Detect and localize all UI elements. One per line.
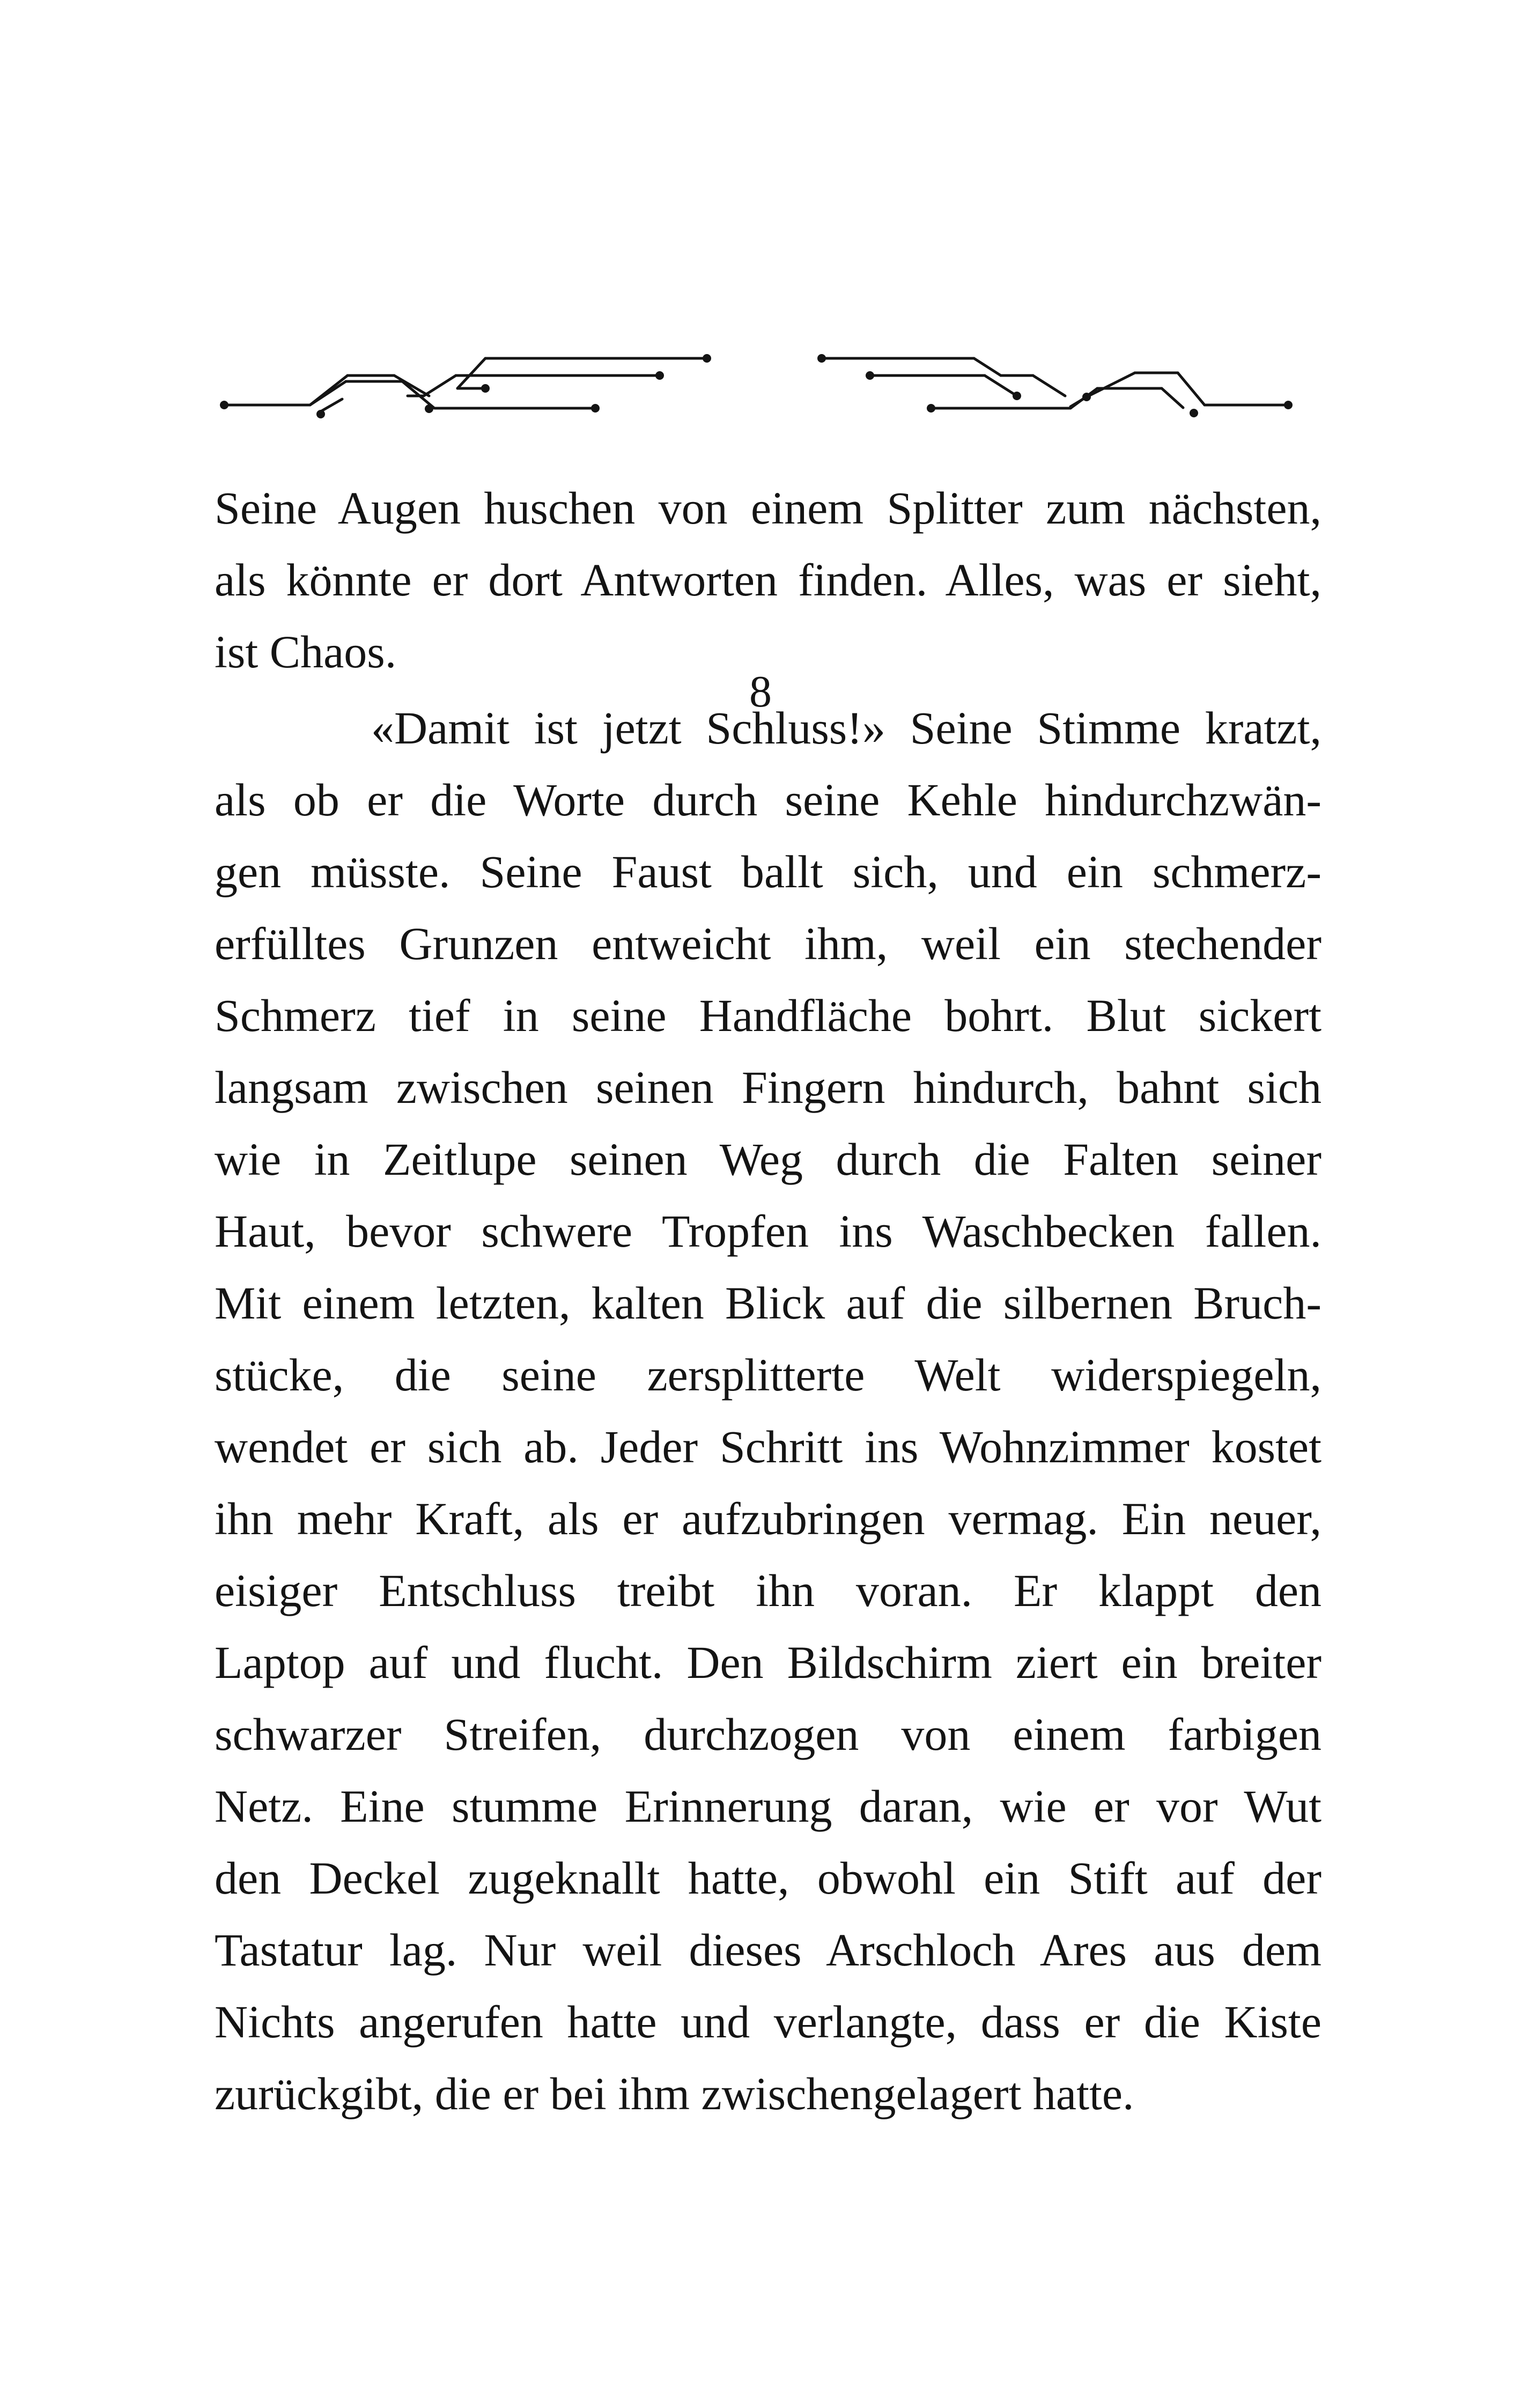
text-line: Mit einem letzten, kalten Blick auf die silbernen Bruch- xyxy=(215,1277,1321,1329)
text-line: gen müsste. Seine Faust ballt sich, und ein schmerz- xyxy=(215,846,1321,897)
text-line: Netz. Eine stumme Erinnerung daran, wie er vor Wut xyxy=(215,1780,1321,1832)
paragraph xyxy=(215,472,1321,688)
body-text xyxy=(215,472,1321,2130)
paragraph xyxy=(215,692,1321,2130)
text-line: ist Chaos. xyxy=(215,626,397,678)
text-line: Nichts angerufen hatte und verlangte, dass er die Kiste xyxy=(215,1996,1321,2048)
page-number: 8 xyxy=(749,667,772,717)
text-line: eisiger Entschluss treibt ihn voran. Er klappt den xyxy=(215,1565,1321,1616)
text-line: schwarzer Streifen, durchzogen von einem farbigen xyxy=(215,1709,1321,1760)
circuit-ornament-right-icon xyxy=(770,322,1521,440)
text-line: zurückgibt, die er bei ihm zwischengelagert hatte. xyxy=(215,2068,1134,2119)
text-line: Seine Augen huschen von einem Splitter zum nächsten, xyxy=(215,482,1321,534)
text-line: langsam zwischen seinen Fingern hindurch, bahnt sich xyxy=(215,1062,1321,1113)
text-line: als könnte er dort Antworten finden. Alles, was er sieht, xyxy=(215,554,1321,606)
circuit-ornament-left-icon xyxy=(0,322,751,440)
text-line: wendet er sich ab. Jeder Schritt ins Wohnzimmer kostet xyxy=(215,1421,1321,1472)
text-line: «Damit ist jetzt Schluss!» Seine Stimme kratzt, xyxy=(371,702,1321,754)
text-line: Haut, bevor schwere Tropfen ins Waschbecken fallen. xyxy=(215,1205,1321,1257)
text-line: den Deckel zugeknallt hatte, obwohl ein Stift auf der xyxy=(215,1852,1321,1904)
text-line: Tastatur lag. Nur weil dieses Arschloch Ares aus dem xyxy=(215,1924,1321,1976)
text-line: erfülltes Grunzen entweicht ihm, weil ein stechender xyxy=(215,918,1321,969)
text-line: wie in Zeitlupe seinen Weg durch die Falten seiner xyxy=(215,1133,1321,1185)
text-line: Schmerz tief in seine Handfläche bohrt. Blut sickert xyxy=(215,990,1321,1041)
text-line: als ob er die Worte durch seine Kehle hindurchzwän- xyxy=(215,774,1321,826)
text-line: stücke, die seine zersplitterte Welt widerspiegeln, xyxy=(215,1349,1321,1401)
text-line: Laptop auf und flucht. Den Bildschirm ziert ein breiter xyxy=(215,1637,1321,1688)
text-line: ihn mehr Kraft, als er aufzubringen vermag. Ein neuer, xyxy=(215,1493,1321,1544)
